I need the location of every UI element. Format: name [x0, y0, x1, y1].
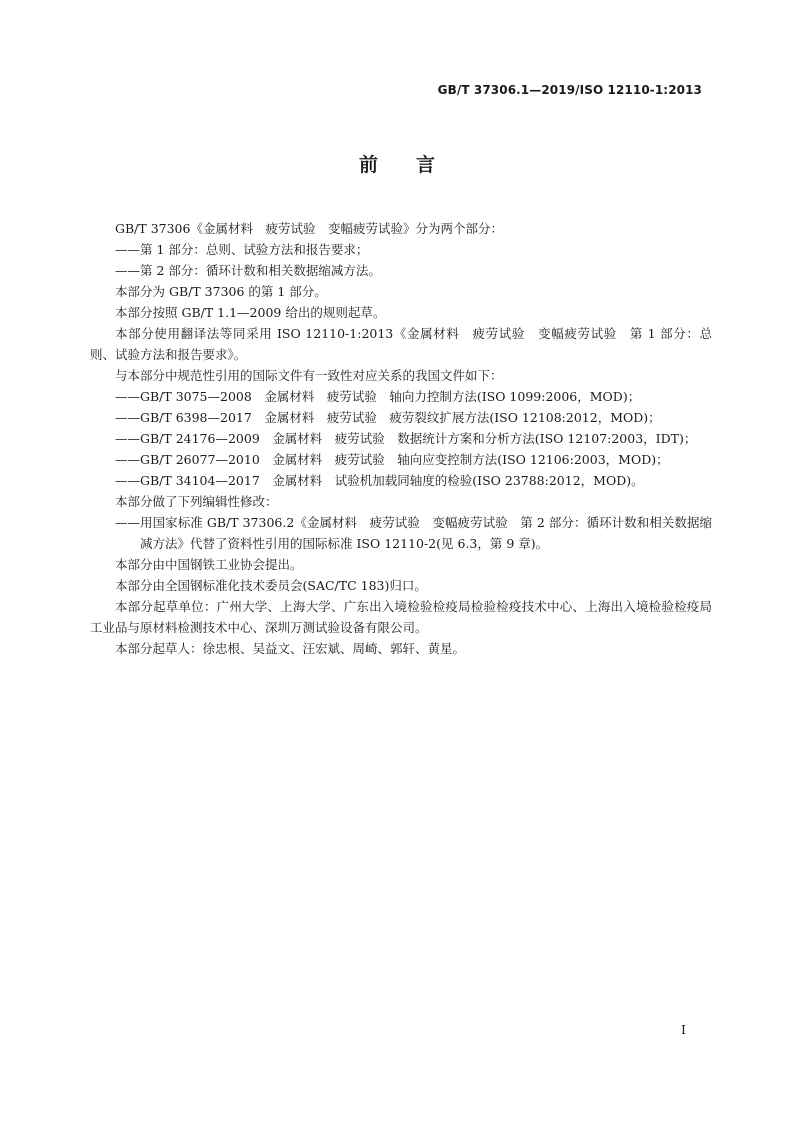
list-item-gbt-24176: ——GB/T 24176—2009 金属材料 疲劳试验 数据统计方案和分析方法(ISO 12107:2003，IDT)；	[115, 431, 697, 446]
list-item-gbt-34104: ——GB/T 34104—2017 金属材料 试验机加载同轴度的检验(ISO 23788:2012，MOD)。	[115, 473, 644, 488]
paragraph-series-intro: GB/T 37306《金属材料 疲劳试验 变幅疲劳试验》分为两个部分：	[115, 221, 503, 236]
paragraph-centralized-by: 本部分由全国钢标准化技术委员会(SAC/TC 183)归口。	[115, 578, 427, 593]
list-item-gbt-6398: ——GB/T 6398—2017 金属材料 疲劳试验 疲劳裂纹扩展方法(ISO 12108:2012，MOD)；	[115, 410, 661, 425]
list-item-gbt-26077: ——GB/T 26077—2010 金属材料 疲劳试验 轴向应变控制方法(ISO 12106:2003，MOD)；	[115, 452, 669, 467]
list-item-gbt-3075: ——GB/T 3075—2008 金属材料 疲劳试验 轴向力控制方法(ISO 1099:2006，MOD)；	[115, 389, 641, 404]
foreword-body	[90, 218, 712, 659]
paragraph-adoption: 本部分使用翻译法等同采用 ISO 12110-1:2013《金属材料 疲劳试验 变幅疲劳试验 第 1 部分：总则、试验方法和报告要求》。	[90, 326, 712, 362]
paragraph-drafters: 本部分起草人：徐忠根、吴益文、汪宏斌、周崎、郭轩、黄星。	[115, 641, 466, 656]
paragraph-part-statement: 本部分为 GB/T 37306 的第 1 部分。	[115, 284, 327, 299]
document-code-header: GB/T 37306.1—2019/ISO 12110-1:2013	[437, 83, 702, 97]
paragraph-correspondence-intro: 与本部分中规范性引用的国际文件有一致性对应关系的我国文件如下：	[115, 368, 503, 383]
page-number: I	[681, 1022, 686, 1037]
list-item-editorial-change: ——用国家标准 GB/T 37306.2《金属材料 疲劳试验 变幅疲劳试验 第 2 部分：循环计数和相关数据缩减方法》代替了资料性引用的国际标准 ISO 12110-2(见 6.3，第 9 章)。	[115, 515, 712, 551]
list-item-part-1: ——第 1 部分：总则、试验方法和报告要求；	[115, 242, 369, 257]
list-item-part-2: ——第 2 部分：循环计数和相关数据缩减方法。	[115, 263, 381, 278]
paragraph-drafting-units: 本部分起草单位：广州大学、上海大学、广东出入境检验检疫局检验检疫技术中心、上海出入境检验检疫局工业品与原材料检测技术中心、深圳万测试验设备有限公司。	[90, 599, 712, 635]
paragraph-drafting-rules: 本部分按照 GB/T 1.1—2009 给出的规则起草。	[115, 305, 386, 320]
paragraph-proposed-by: 本部分由中国钢铁工业协会提出。	[115, 557, 303, 572]
paragraph-editorial-changes-intro: 本部分做了下列编辑性修改：	[115, 494, 278, 509]
page-title: 前言	[358, 154, 473, 176]
